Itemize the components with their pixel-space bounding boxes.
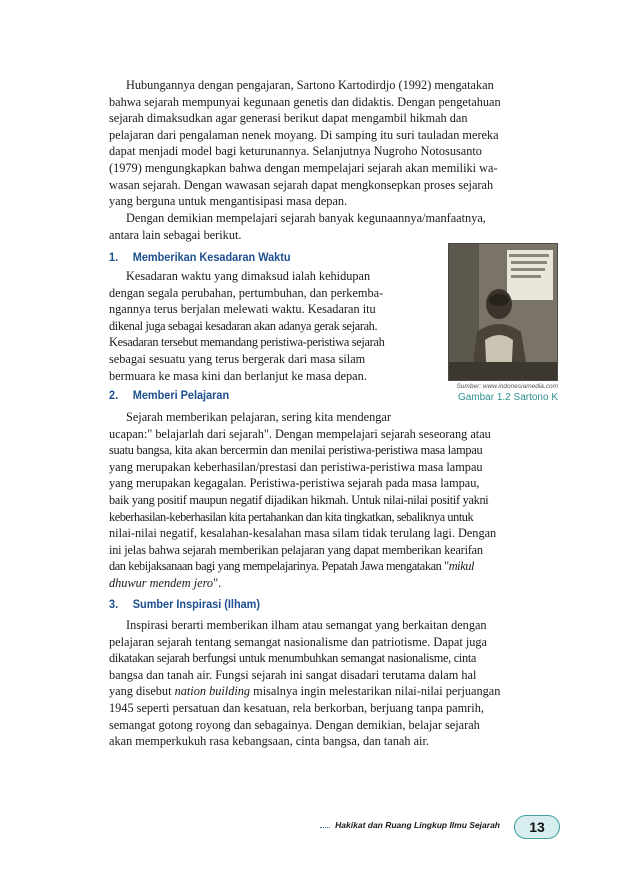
proverb-text: mikul xyxy=(448,559,475,574)
body-line: Kesadaran waktu yang dimaksud ialah kehidupan xyxy=(126,269,371,283)
body-line: Inspirasi berarti memberikan ilham atau semangat yang berkaitan dengan xyxy=(126,618,487,632)
section-heading-1 xyxy=(109,250,291,264)
section-heading-2 xyxy=(109,388,229,402)
body-line: dikatakan sejarah berfungsi untuk menumbuhkan semangat nasionalisme, cinta xyxy=(109,651,477,666)
intro-line: yang berguna untuk mengantisipasi masa depan. xyxy=(109,194,348,209)
section-number: 1. xyxy=(109,250,119,264)
intro-line: sejarah dimaksudkan agar generasi berikut dapat mengambil hikmah dan xyxy=(109,111,468,126)
photo-sartono xyxy=(448,243,558,381)
intro-line: wasan sejarah. Dengan wawasan sejarah dapat mengkonsepkan proses sejarah xyxy=(109,177,494,192)
intro-line: (1979) mengungkapkan bahwa dengan mempelajari sejarah akan memiliki wa- xyxy=(109,160,498,175)
body-line-text: dan kebijaksanaan bagi yang mempelajarinya. Pepatah Jawa mengatakan " xyxy=(109,559,449,574)
body-line: bangsa dan tanah air. Fungsi sejarah ini sangat disadari terutama dalam hal xyxy=(109,667,477,682)
body-line: ini jelas bahwa sejarah memberikan pelajaran yang dapat memberikan kearifan xyxy=(109,542,483,557)
body-line xyxy=(109,558,558,575)
body-line: ngannya terus berjalan melewati waktu. Kesadaran itu xyxy=(109,302,376,317)
body-line: semangat gotong royong dan sebagainya. Dengan demikian, belajar sejarah xyxy=(109,717,480,732)
body-line: baik yang positif maupun negatif dijadikan hikmah. Untuk nilai-nilai positif yakni xyxy=(109,492,489,507)
body-line: nilai-nilai negatif, kesalahan-kesalahan masa silam tidak terulang lagi. Dengan xyxy=(109,526,497,541)
photo-source: Sumber: www.indonesiamedia.com xyxy=(456,383,558,390)
section-title: Memberikan Kesadaran Waktu xyxy=(132,250,291,264)
body-line-text: misalnya ingin melestarikan nilai-nilai perjuangan xyxy=(250,684,501,699)
body-line: keberhasilan-keberhasilan kita pertahankan dan kita tingkatkan, sebaliknya untuk xyxy=(109,509,474,524)
body-line: yang merupakan keberhasilan/prestasi dan peristiwa-peristiwa masa lampau xyxy=(109,459,483,474)
body-line xyxy=(109,575,558,592)
body-line: Sejarah memberikan pelajaran, sering kita mendengar xyxy=(126,410,391,424)
proverb-text: dhuwur mendem jero xyxy=(109,575,214,590)
intro-line: dapat menjadi model bagi keturunannya. Selanjutnya Nugroho Notosusanto xyxy=(109,144,482,159)
section-heading-3 xyxy=(109,597,260,611)
body-line: akan memperkukuh rasa kebangsaan, cinta bangsa, dan tanah air. xyxy=(109,734,429,749)
body-line: suatu bangsa, kita akan bercermin dan menilai peristiwa-peristiwa masa lampau xyxy=(109,443,483,458)
body-line: pelajaran sejarah tentang semangat nasionalisme dan patriotisme. Dapat juga xyxy=(109,634,487,649)
intro-line: antara lain sebagai berikut. xyxy=(109,227,242,242)
body-line: bermuara ke masa kini dan berlanjut ke masa depan. xyxy=(109,368,367,383)
intro-paragraph-2 xyxy=(109,210,558,243)
page-footer xyxy=(320,815,560,839)
body-line: Kesadaran tersebut memandang peristiwa-peristiwa sejarah xyxy=(109,335,385,350)
body-line: ucapan:" belajarlah dari sejarah". Dengan mempelajari sejarah seseorang atau xyxy=(109,426,491,441)
intro-paragraph-1 xyxy=(109,77,558,210)
figure-caption: Gambar 1.2 Sartono K xyxy=(457,392,558,403)
intro-line: bahwa sejarah mempunyai kegunaan genetis dan didaktis. Dengan pengetahuan xyxy=(109,94,501,109)
portrait-image xyxy=(449,244,557,380)
body-line: yang merupakan kegagalan. Peristiwa-peristiwa sejarah pada masa lampau, xyxy=(109,476,480,491)
section-title: Sumber Inspirasi (Ilham) xyxy=(132,597,261,611)
term-text: nation building xyxy=(174,684,251,699)
body-line: sebagai sesuatu yang terus bergerak dari masa silam xyxy=(109,351,366,366)
section-title: Memberi Pelajaran xyxy=(132,388,230,402)
section-3-body xyxy=(109,617,558,750)
body-line: dikenal juga sebagai kesadaran akan adanya gerak sejarah. xyxy=(109,318,378,333)
page-number-badge: 13 xyxy=(514,815,560,839)
intro-line: Dengan demikian mempelajari sejarah banyak kegunaannya/manfaatnya, xyxy=(126,211,486,225)
body-line-text: yang disebut xyxy=(109,684,175,699)
body-line-text: ". xyxy=(213,575,222,590)
body-line xyxy=(109,683,558,700)
intro-line: pelajaran dari pengalaman nenek moyang. Di samping itu suri tauladan mereka xyxy=(109,127,499,142)
body-line: dengan segala perubahan, pertumbuhan, dan perkemba- xyxy=(109,285,384,300)
section-2-body xyxy=(109,409,558,592)
section-number: 2. xyxy=(109,388,119,402)
section-1-body xyxy=(109,268,415,384)
section-number: 3. xyxy=(109,597,119,611)
intro-line: Hubungannya dengan pengajaran, Sartono Kartodirdjo (1992) mengatakan xyxy=(126,78,494,92)
body-line: 1945 seperti persatuan dan kesatuan, rela berkorban, berjuang tanpa pamrih, xyxy=(109,700,484,715)
running-title: Hakikat dan Ruang Lingkup Ilmu Sejarah xyxy=(331,820,500,830)
